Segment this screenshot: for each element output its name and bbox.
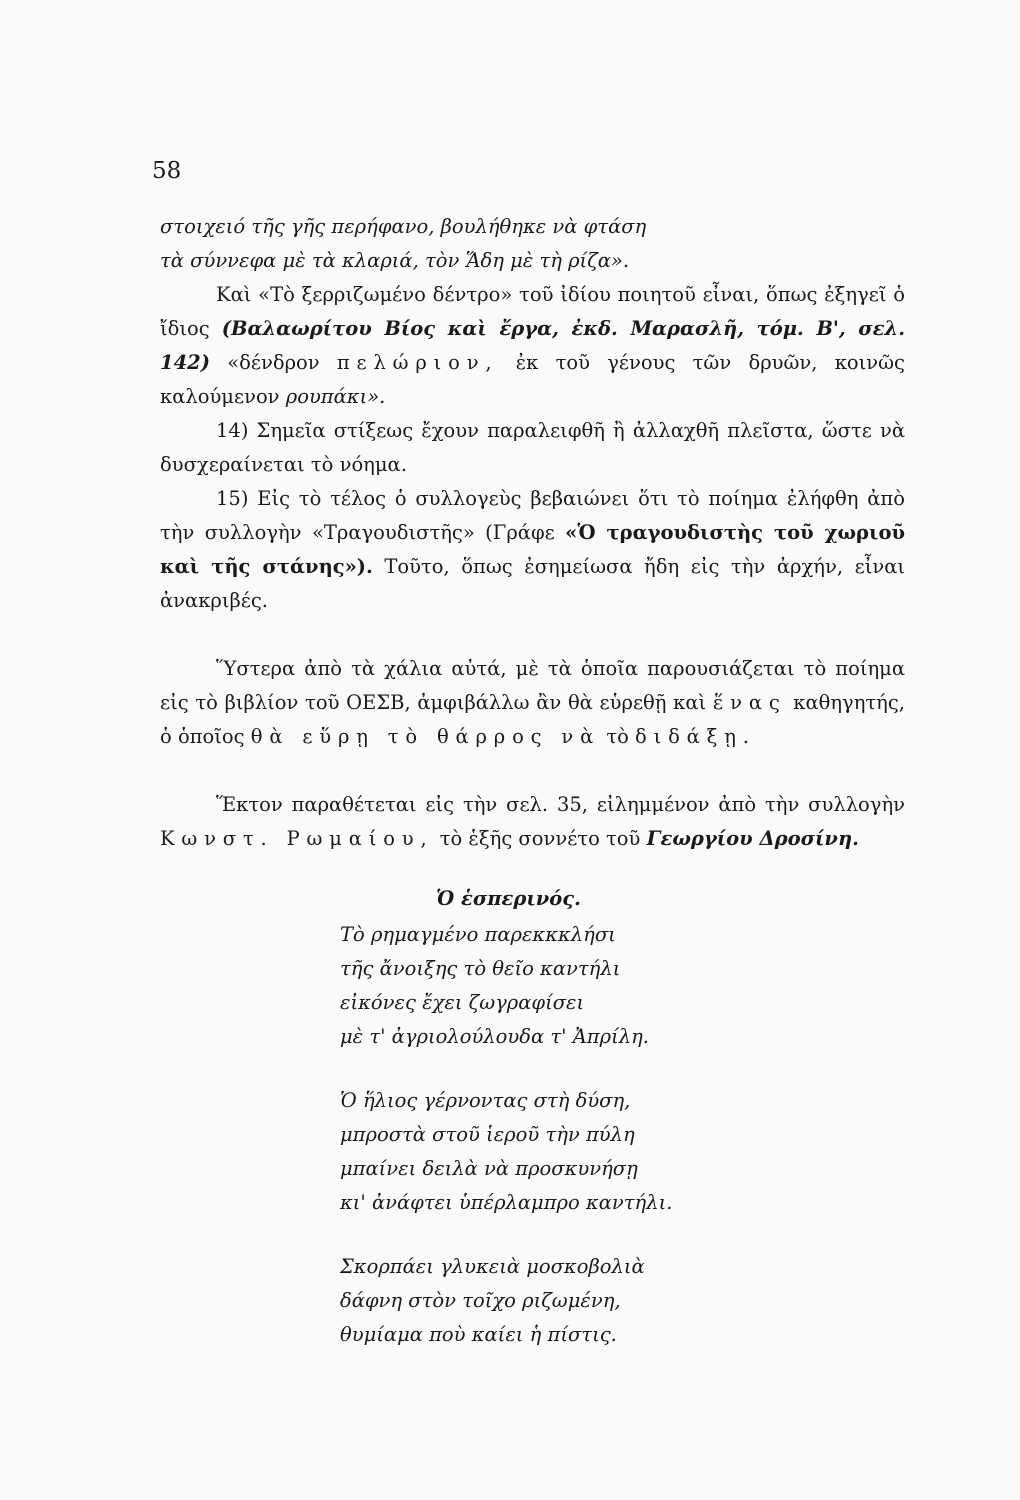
poem-line: δάφνη στὸν τοῖχο ριζωμένη, [340, 1289, 621, 1312]
text-run: 15) Εἰς τὸ τέλος ὁ συλλογεὺς βεβαιώνει ὅτι τὸ ποίημα ἐλήφθη ἀπὸ τὴν συλλογὴν «Τραγουδιστῆς» (Γράφε [160, 487, 905, 544]
bold-title: «Ὁ τραγουδιστὴς τοῦ χωριοῦ καὶ τῆς στάνης»). [160, 521, 905, 578]
text-run: «δένδρον [227, 351, 320, 374]
poem-line: Σκορπάει γλυκειὰ μοσκοβολιὰ [340, 1255, 645, 1278]
spaced-name: Κωνστ. Ρωμαίου, [160, 827, 434, 850]
poem-line: θυμίαμα ποὺ καίει ἡ πίστις. [340, 1323, 617, 1346]
poem-stanza-3 [340, 1250, 860, 1352]
text-run: τὸ [606, 725, 629, 748]
poem-line: κι' ἀνάφτει ὑπέρλαμπρο καντήλι. [340, 1191, 673, 1214]
poem-line: τῆς ἄνοιξης τὸ θεῖο καντήλι [340, 957, 621, 980]
text-run: τὸ ἑξῆς σοννέτο τοῦ [439, 827, 641, 850]
poet-name: Γεωργίου Δροσίνη. [646, 827, 859, 850]
poem-line: μπροστὰ στοῦ ἱεροῦ τὴν πύλη [340, 1123, 635, 1146]
spaced-word: πελώριον, [336, 351, 499, 374]
prose-body [160, 210, 905, 856]
text-run: Καὶ «Τὸ ξερριζωμένο δέντρο» τοῦ ἰδίου ποιητοῦ εἶναι, ὅπως ἐξηγεῖ ὁ ἴδιος [160, 283, 905, 340]
paragraph-uprooted-tree [160, 278, 905, 414]
paragraph-afterwards [160, 652, 905, 754]
quote-continuation-line: στοιχειό τῆς γῆς περήφανο, βουλήθηκε νὰ φτάση [160, 215, 647, 238]
poem-line: Τὸ ρημαγμένο παρεκκκλήσι [340, 923, 616, 946]
page-number: 58 [152, 158, 182, 184]
poem-line: εἰκόνες ἔχει ζωγραφίσει [340, 991, 585, 1014]
poem-stanza-2 [340, 1084, 860, 1220]
poem [340, 882, 860, 1382]
poem-stanza-1 [340, 918, 860, 1054]
text-run: καθηγητής, ὁ ὁποῖος [160, 691, 905, 748]
spaced-word: ἕνας [712, 691, 787, 714]
poem-title: Ὁ ἑσπερινός. [436, 887, 581, 910]
note-14: 14) Σημεῖα στίξεως ἔχουν παραλειφθῆ ἢ ἀλλαχθῆ πλεῖστα, ὥστε νὰ δυσχεραίνεται τὸ νόημα. [160, 419, 905, 476]
poem-line: Ὁ ἥλιος γέρνοντας στὴ δύση, [340, 1089, 631, 1112]
spaced-word: διδάξῃ. [635, 725, 756, 748]
text-run: Τοῦτο, ὅπως ἐσημείωσα ἤδη εἰς τὴν ἀρχήν, εἶναι ἀνακριβές. [160, 555, 906, 612]
book-citation: (Βαλαωρίτου Βίος καὶ ἔργα, ἐκδ. Μαρασλῆ, τόμ. Β', σελ. 142) [160, 317, 905, 374]
text-run: Ἕκτον παραθέτεται εἰς τὴν σελ. 35, εἰλημμένον ἀπὸ τὴν συλλογὴν [216, 793, 905, 816]
poem-line: μπαίνει δειλὰ νὰ προσκυνήσῃ [340, 1157, 638, 1180]
text-run: ἐκ τοῦ γένους τῶν δρυῶν, κοινῶς καλούμενον [160, 351, 905, 408]
quote-continuation-line: τὰ σύννεφα μὲ τὰ κλαριά, τὸν Ἅδη μὲ τὴ ρίζα». [160, 249, 630, 272]
paragraph-sixth [160, 788, 905, 856]
text-run: Ὕστερα ἀπὸ τὰ χάλια αὐτά, μὲ τὰ ὁποῖα παρουσιάζεται τὸ ποίημα εἰς τὸ βιβλίον τοῦ ΟΕΣΒ, ἀμφιβάλλω ἂν θὰ εὑρεθῇ καὶ [160, 657, 905, 714]
poem-line: μὲ τ' ἀγριολούλουδα τ' Ἀπρίλη. [340, 1025, 649, 1048]
note-15 [160, 482, 905, 618]
italic-word: ρουπάκι». [285, 385, 386, 408]
spaced-phrase: θὰ εὕρῃ τὸ θάρρος νὰ [250, 725, 601, 748]
